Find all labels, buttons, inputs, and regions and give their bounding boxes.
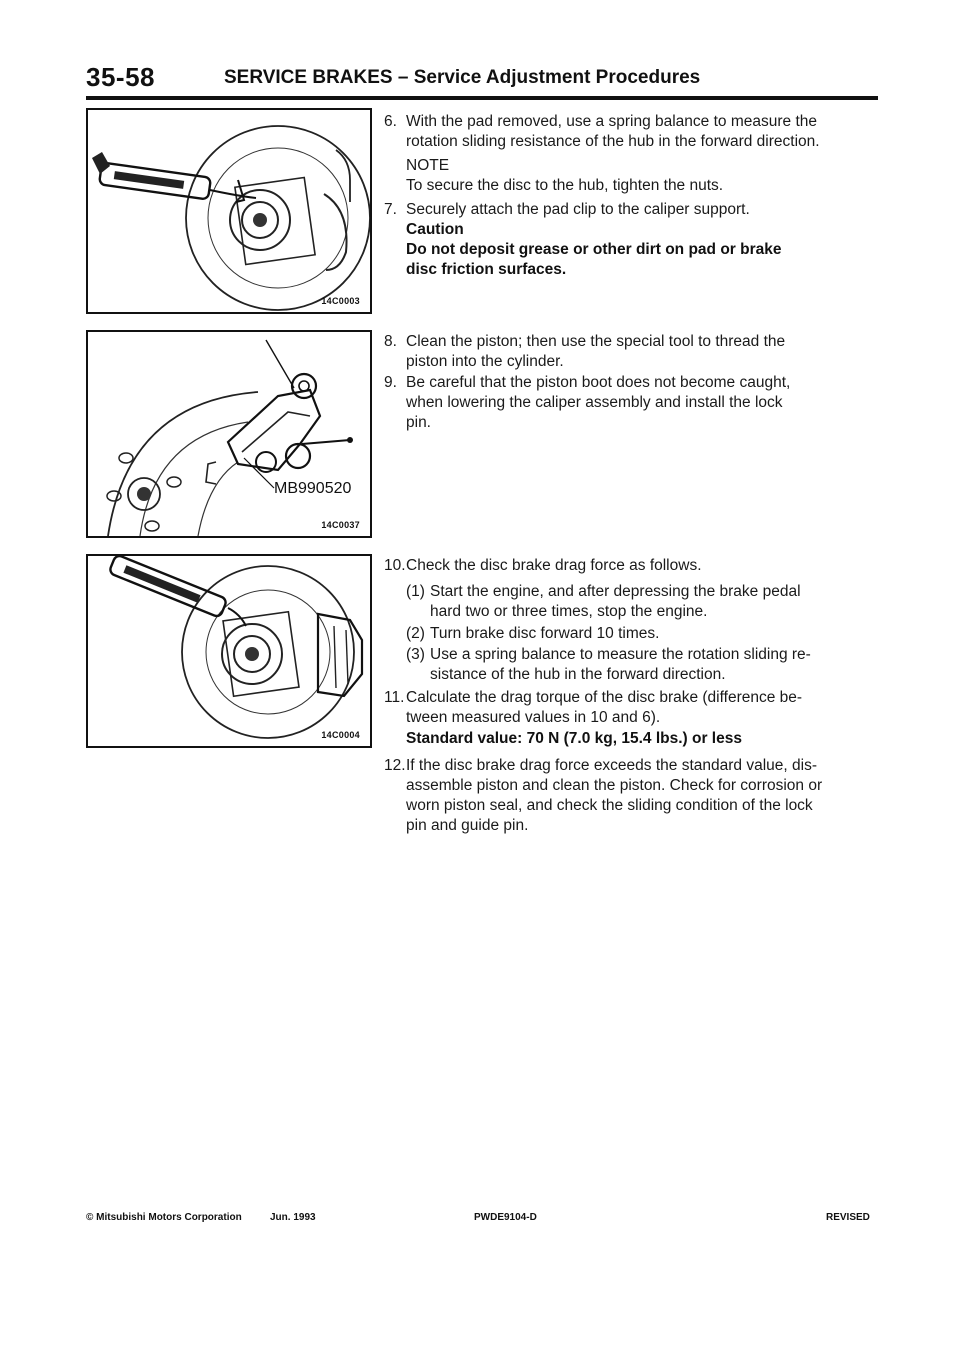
substep-text-line: hard two or three times, stop the engine. — [430, 603, 708, 620]
caution-text-line: disc friction surfaces. — [406, 261, 567, 278]
figure-drag-force-check — [86, 554, 372, 748]
drag-force-check-illustration — [88, 556, 370, 746]
step-text-line: With the pad removed, use a spring balance to measure the — [406, 113, 817, 130]
special-tool-piston-illustration — [88, 332, 370, 536]
footer-doc-code: PWDE9104-D — [474, 1212, 537, 1223]
note-text: To secure the disc to the hub, tighten the nuts. — [406, 177, 724, 194]
caution-text-line: Do not deposit grease or other dirt on pad or brake — [406, 241, 782, 258]
step-text-line: tween measured values in 10 and 6). — [406, 709, 661, 726]
step-text-line: assemble piston and clean the piston. Check for corrosion or — [406, 777, 823, 794]
standard-value: Standard value: 70 N (7.0 kg, 15.4 lbs.) or less — [406, 730, 742, 747]
substep-text-line: Start the engine, and after depressing the brake pedal — [430, 583, 801, 600]
spring-balance-hub-illustration — [88, 110, 370, 312]
substep-number: (2) — [406, 625, 425, 642]
figure-code: 14C0003 — [321, 296, 360, 306]
substep-text-line: Use a spring balance to measure the rotation sliding re- — [430, 646, 811, 663]
step-text-line: rotation sliding resistance of the hub in the forward direction. — [406, 133, 820, 150]
figure-spring-balance-hub — [86, 108, 372, 314]
note-label: NOTE — [406, 157, 450, 174]
footer-status: REVISED — [826, 1212, 870, 1223]
step-text-line: Clean the piston; then use the special tool to thread the — [406, 333, 786, 350]
substep-text-line: Turn brake disc forward 10 times. — [430, 625, 660, 642]
step-text-line: Securely attach the pad clip to the caliper support. — [406, 201, 750, 218]
step-text-line: Check the disc brake drag force as follows. — [406, 557, 702, 574]
step-text-line: piston into the cylinder. — [406, 353, 564, 370]
step-text-line: when lowering the caliper assembly and install the lock — [406, 394, 783, 411]
substep-text-line: sistance of the hub in the forward direction. — [430, 666, 726, 683]
step-number: 12. — [384, 757, 406, 774]
page-title: SERVICE BRAKES – Service Adjustment Procedures — [224, 67, 701, 88]
figure-code: 14C0004 — [321, 730, 360, 740]
figure-code: 14C0037 — [321, 520, 360, 530]
footer-copyright: © Mitsubishi Motors Corporation — [86, 1212, 242, 1223]
substep-number: (3) — [406, 646, 425, 663]
step-number: 8. — [384, 333, 397, 350]
substep-number: (1) — [406, 583, 425, 600]
header-rule — [86, 96, 878, 100]
special-tool-label: MB990520 — [274, 480, 352, 497]
step-number: 10. — [384, 557, 406, 574]
step-text-line: worn piston seal, and check the sliding condition of the lock — [406, 797, 813, 814]
step-text-line: Calculate the drag torque of the disc brake (difference be- — [406, 689, 803, 706]
step-number: 7. — [384, 201, 397, 218]
step-number: 6. — [384, 113, 397, 130]
step-text-line: pin. — [406, 414, 431, 431]
step-text-line: Be careful that the piston boot does not become caught, — [406, 374, 791, 391]
figure-special-tool-piston — [86, 330, 372, 538]
caution-label: Caution — [406, 221, 464, 238]
step-number: 11. — [384, 689, 405, 706]
footer-date: Jun. 1993 — [270, 1212, 316, 1223]
page-number: 35-58 — [86, 62, 155, 92]
step-number: 9. — [384, 374, 397, 391]
step-text-line: If the disc brake drag force exceeds the standard value, dis- — [406, 757, 817, 774]
step-text-line: pin and guide pin. — [406, 817, 529, 834]
